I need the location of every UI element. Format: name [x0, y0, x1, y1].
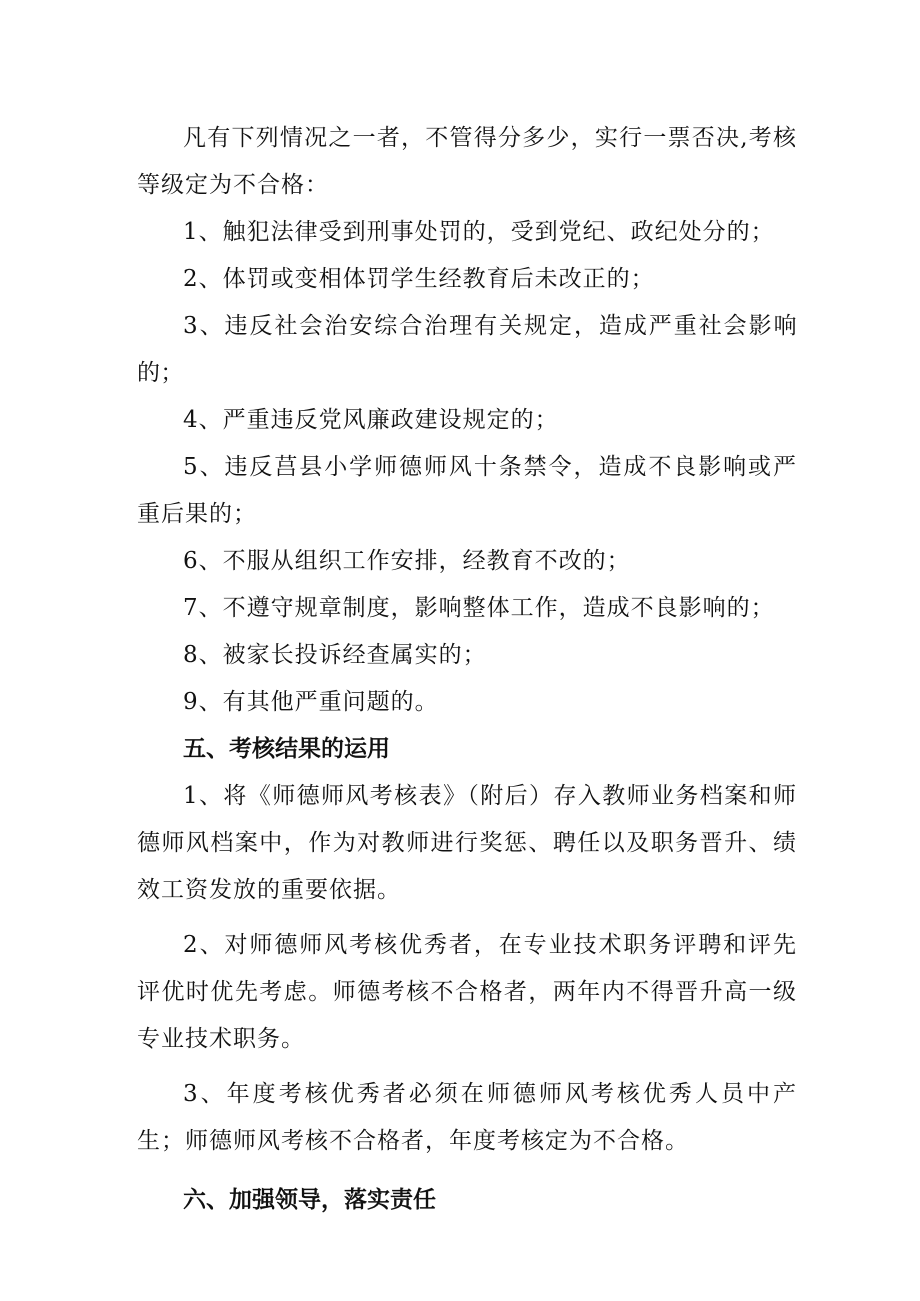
veto-item-7: 7、不遵守规章制度，影响整体工作，造成不良影响的；: [183, 595, 775, 621]
intro-paragraph: 凡有下列情况之一者，不管得分多少，实行一票否决,考核等级定为不合格：: [137, 125, 797, 198]
veto-item-5: 5、违反莒县小学师德师风十条禁令，造成不良影响或严重后果的；: [137, 454, 797, 527]
veto-item-1: 1、触犯法律受到刑事处罚的，受到党纪、政纪处分的；: [183, 219, 775, 245]
document-body: [137, 115, 797, 1224]
section-5-paragraph-1: 1、将《师德师风考核表》（附后）存入教师业务档案和师德师风档案中，作为对教师进行奖惩、聘任以及职务晋升、绩效工资发放的重要依据。: [137, 783, 797, 903]
veto-item-2: 2、体罚或变相体罚学生经教育后未改正的；: [183, 266, 655, 292]
section-5-paragraph-2: 2、对师德师风考核优秀者，在专业技术职务评聘和评先评优时优先考虑。师德考核不合格者，两年内不得晋升高一级专业技术职务。: [137, 932, 797, 1052]
veto-item-4: 4、严重违反党风廉政建设规定的；: [183, 407, 559, 433]
section-5-heading: 五、考核结果的运用: [183, 736, 390, 762]
veto-item-3: 3、违反社会治安综合治理有关规定，造成严重社会影响的；: [137, 313, 797, 386]
section-6-heading: 六、加强领导，落实责任: [183, 1187, 436, 1213]
veto-item-8: 8、被家长投诉经查属实的；: [183, 642, 487, 668]
section-5-paragraph-3: 3、年度考核优秀者必须在师德师风考核优秀人员中产生；师德师风考核不合格者，年度考核定为不合格。: [137, 1081, 797, 1154]
veto-item-6: 6、不服从组织工作安排，经教育不改的；: [183, 548, 631, 574]
veto-item-9: 9、有其他严重问题的。: [183, 689, 439, 715]
